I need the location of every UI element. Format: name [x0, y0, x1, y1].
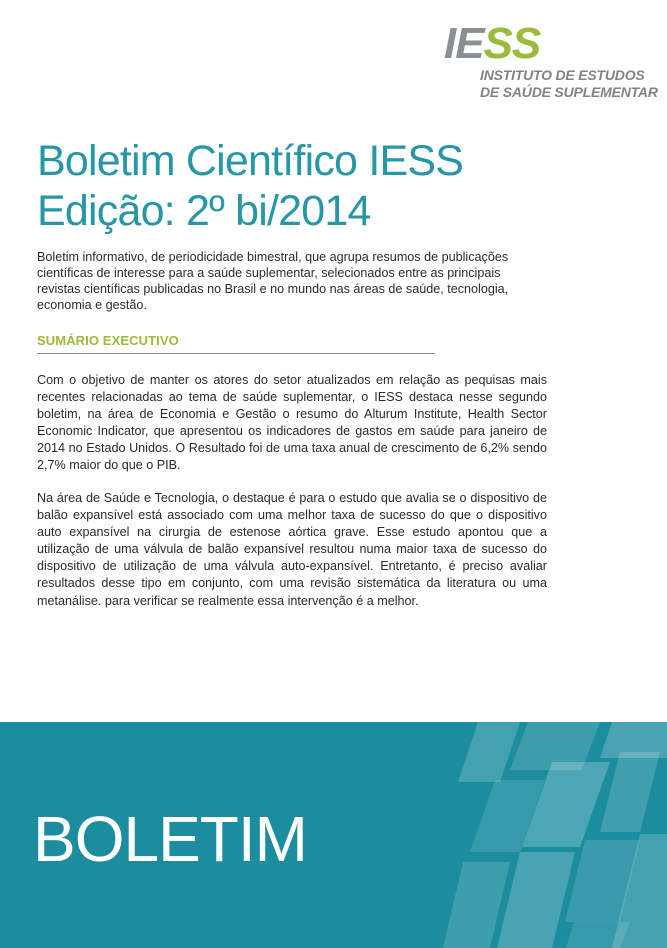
- summary-paragraph-2: Na área de Saúde e Tecnologia, o destaque é para o estudo que avalia se o dispositivo de balão expansível está associado com uma melhor taxa de sucesso do que o dispositivo auto expansível na cirurgia de estenose aórtica grave. Esse estudo apontou que a utilização de uma válvula de balão expansível resultou numa maior taxa de sucesso do dispositivo de utilização de uma válvula auto-expansível. Entretanto, é preciso avaliar resultados desse tipo em conjunto, com uma revisão sistemática da literatura ou uma metanálise. para verificar se realmente essa intervenção é a melhor.: [37, 491, 547, 608]
- section-heading: SUMÁRIO EXECUTIVO: [37, 333, 179, 348]
- page-title: [37, 136, 463, 236]
- section-divider: [37, 353, 435, 354]
- page-title-line1: Boletim Científico IESS: [37, 137, 464, 185]
- summary-paragraph-1: Com o objetivo de manter os atores do setor atualizados em relação as pequisas mais recentes relacionadas ao tema de saúde suplementar, o IESS destaca nesse segundo boletim, na área de Economia e Gestão o resumo do Alturum Institute, Health Sector Economic Indicator, que apresentou os indicadores de gastos em saúde para janeiro de 2014 no Estado Unidos. O Resultado foi de uma taxa anual de crescimento de 6,2% sendo 2,7% maior do que o PIB.: [37, 373, 547, 473]
- intro-paragraph: Boletim informativo, de periodicidade bimestral, que agrupa resumos de publicações científicas de interesse para a saúde suplementar, selecionados entre as principais revistas científicas publicadas no Brasil e no mundo nas áreas de saúde, tecnologia, economia e gestão.: [37, 250, 509, 312]
- logo-subtitle-line2: DE SAÚDE SUPLEMENTAR: [480, 84, 658, 100]
- logo-mark: [444, 19, 541, 68]
- logo-subtitle-line1: INSTITUTO DE ESTUDOS: [480, 67, 645, 83]
- logo-mark-ss: SS: [483, 19, 541, 68]
- page-title-line2: Edição: 2º bi/2014: [37, 187, 371, 235]
- iess-logo: [444, 19, 658, 104]
- footer-banner: [0, 722, 667, 948]
- footer-boletim-label: BOLETIM: [33, 803, 307, 875]
- logo-mark-ie: IE: [444, 19, 484, 68]
